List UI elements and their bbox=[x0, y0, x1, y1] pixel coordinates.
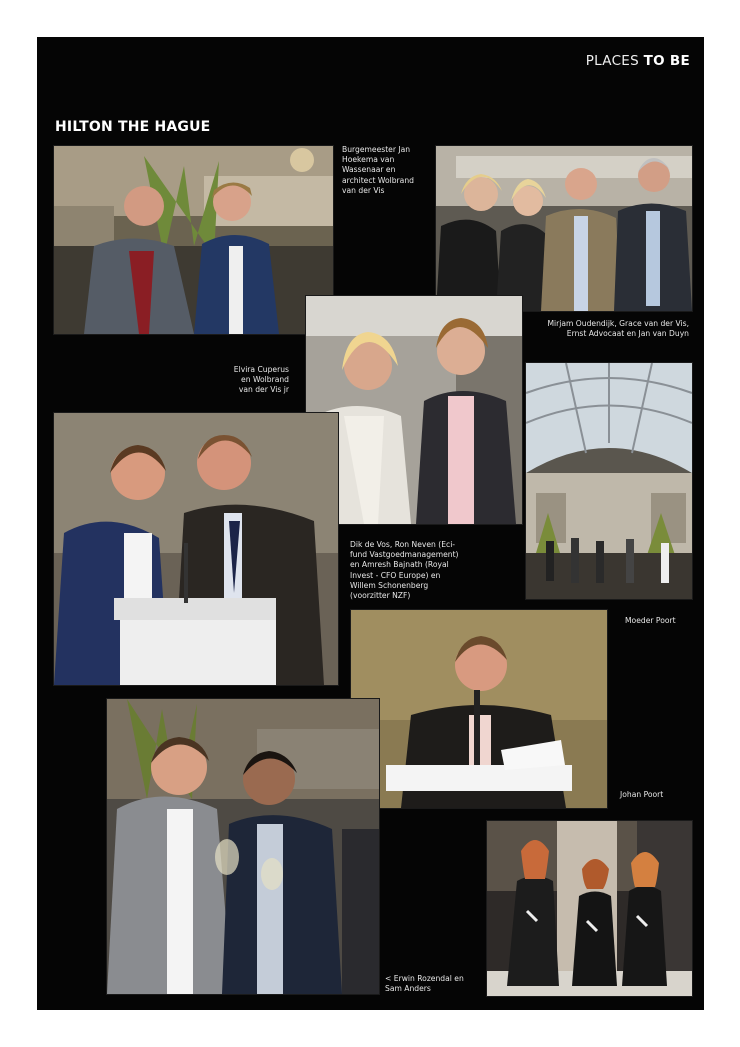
magazine-page bbox=[37, 37, 704, 1010]
section-header bbox=[586, 53, 690, 69]
caption-hoekema: Burgemeester Jan Hoekema van Wassenaar en architect Wolbrand van der Vis bbox=[342, 145, 414, 195]
caption-johan: Johan Poort bbox=[620, 790, 664, 799]
photo-oudendijk-group bbox=[435, 145, 693, 312]
caption-oudendijk: Mirjam Oudendijk, Grace van der Vis, Ernst Advocaat en Jan van Duyn bbox=[547, 319, 689, 339]
photo-rozendal bbox=[106, 698, 380, 995]
photo-johan-poort bbox=[350, 609, 608, 809]
photo-singers bbox=[486, 820, 693, 997]
caption-devos: Dik de Vos, Ron Neven (Eci- fund Vastgoedmanagement) en Amresh Bajnath (Royal Invest - CFO Europe) en Willem Schonenberg (voorzitter NZF) bbox=[350, 540, 459, 601]
photo-hoekema-vanderVis bbox=[53, 145, 334, 335]
caption-moeder: Moeder Poort bbox=[625, 616, 676, 625]
caption-cuperus: Elvira Cuperus en Wolbrand van der Vis jr bbox=[233, 365, 289, 395]
caption-rozendal: < Erwin Rozendal en Sam Anders bbox=[385, 974, 464, 994]
photo-atrium bbox=[525, 362, 693, 600]
section-header-bold: TO BE bbox=[643, 53, 690, 69]
section-header-light: PLACES bbox=[585, 53, 644, 69]
article-title: HILTON THE HAGUE bbox=[55, 119, 211, 135]
photo-devos bbox=[53, 412, 339, 686]
